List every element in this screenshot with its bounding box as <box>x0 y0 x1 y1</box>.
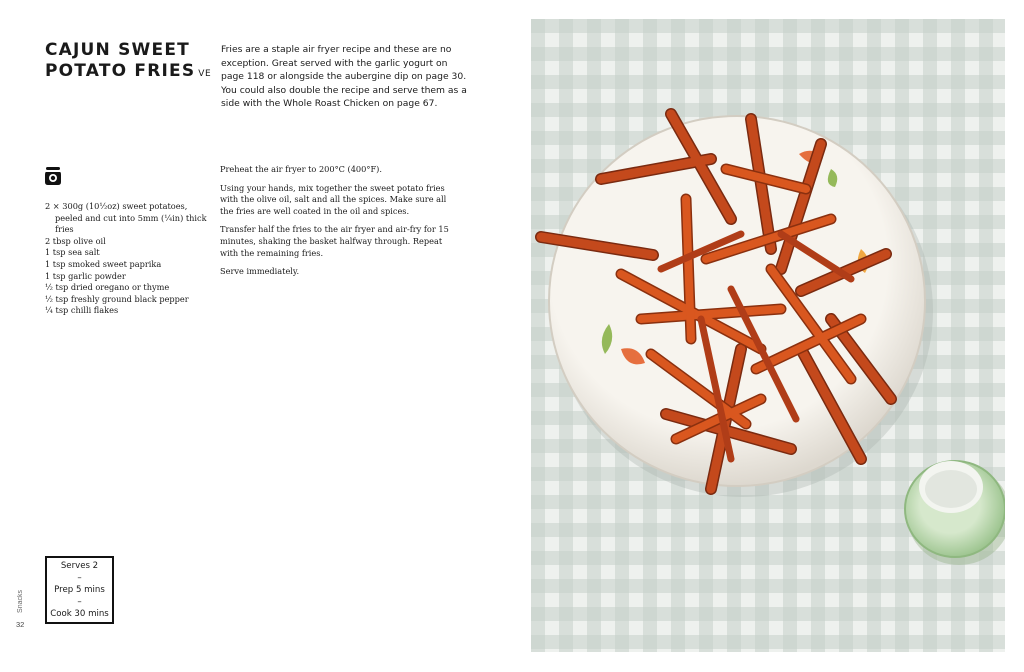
ingredients-list <box>45 201 210 317</box>
title-line-2: POTATO FRIES <box>45 61 196 81</box>
ingredient-item: 1 tsp smoked sweet paprika <box>45 258 162 269</box>
recipe-title <box>45 40 211 85</box>
recipe-intro: Fries are a staple air fryer recipe and these are no exception. Great served with the garlic yogurt on page 118 or alongside the aubergine dip on page 30. You could also double the recipe and serve them as a side with the Whole Roast Chicken on page 67. <box>221 44 467 109</box>
ingredient-item: 1 tsp garlic powder <box>45 270 126 281</box>
cook-time: Cook 30 mins <box>50 609 109 619</box>
method-step: Transfer half the fries to the air fryer and air-fry for 15 minutes, shaking the basket halfway through. Repeat with the remaining fries. <box>220 224 449 258</box>
prep-time: Prep 5 mins <box>54 585 105 595</box>
info-separator: – <box>77 597 82 607</box>
method-step: Using your hands, mix together the sweet potato fries with the olive oil, salt and all the spices. Make sure all the fries are well coated in the oil and spices. <box>220 182 447 216</box>
diet-tag: VE <box>198 69 212 79</box>
ingredient-item: 2 tbsp olive oil <box>45 235 106 246</box>
ingredient-item: ¼ tsp chilli flakes <box>45 305 119 316</box>
recipe-info-box <box>45 556 114 624</box>
ingredient-item: ½ tsp dried oregano or thyme <box>45 282 170 293</box>
ingredient-item: ½ tsp freshly ground black pepper <box>45 293 189 304</box>
method-steps <box>220 164 460 285</box>
info-separator: – <box>77 573 82 583</box>
recipe-photo <box>531 19 1005 652</box>
air-fryer-icon <box>44 166 62 186</box>
method-step: Serve immediately. <box>220 266 300 277</box>
serves-text: Serves 2 <box>60 561 99 571</box>
ingredient-item: 1 tsp sea salt <box>45 247 100 258</box>
method-step: Preheat the air fryer to 200°C (400°F). <box>220 164 382 174</box>
ingredient-item: 2 × 300g (10½oz) sweet potatoes, peeled and cut into 5mm (¼in) thick fries <box>45 201 207 235</box>
section-label: Snacks <box>17 590 24 613</box>
title-line-1: CAJUN SWEET <box>45 40 190 60</box>
page-number: 32 <box>16 620 25 629</box>
